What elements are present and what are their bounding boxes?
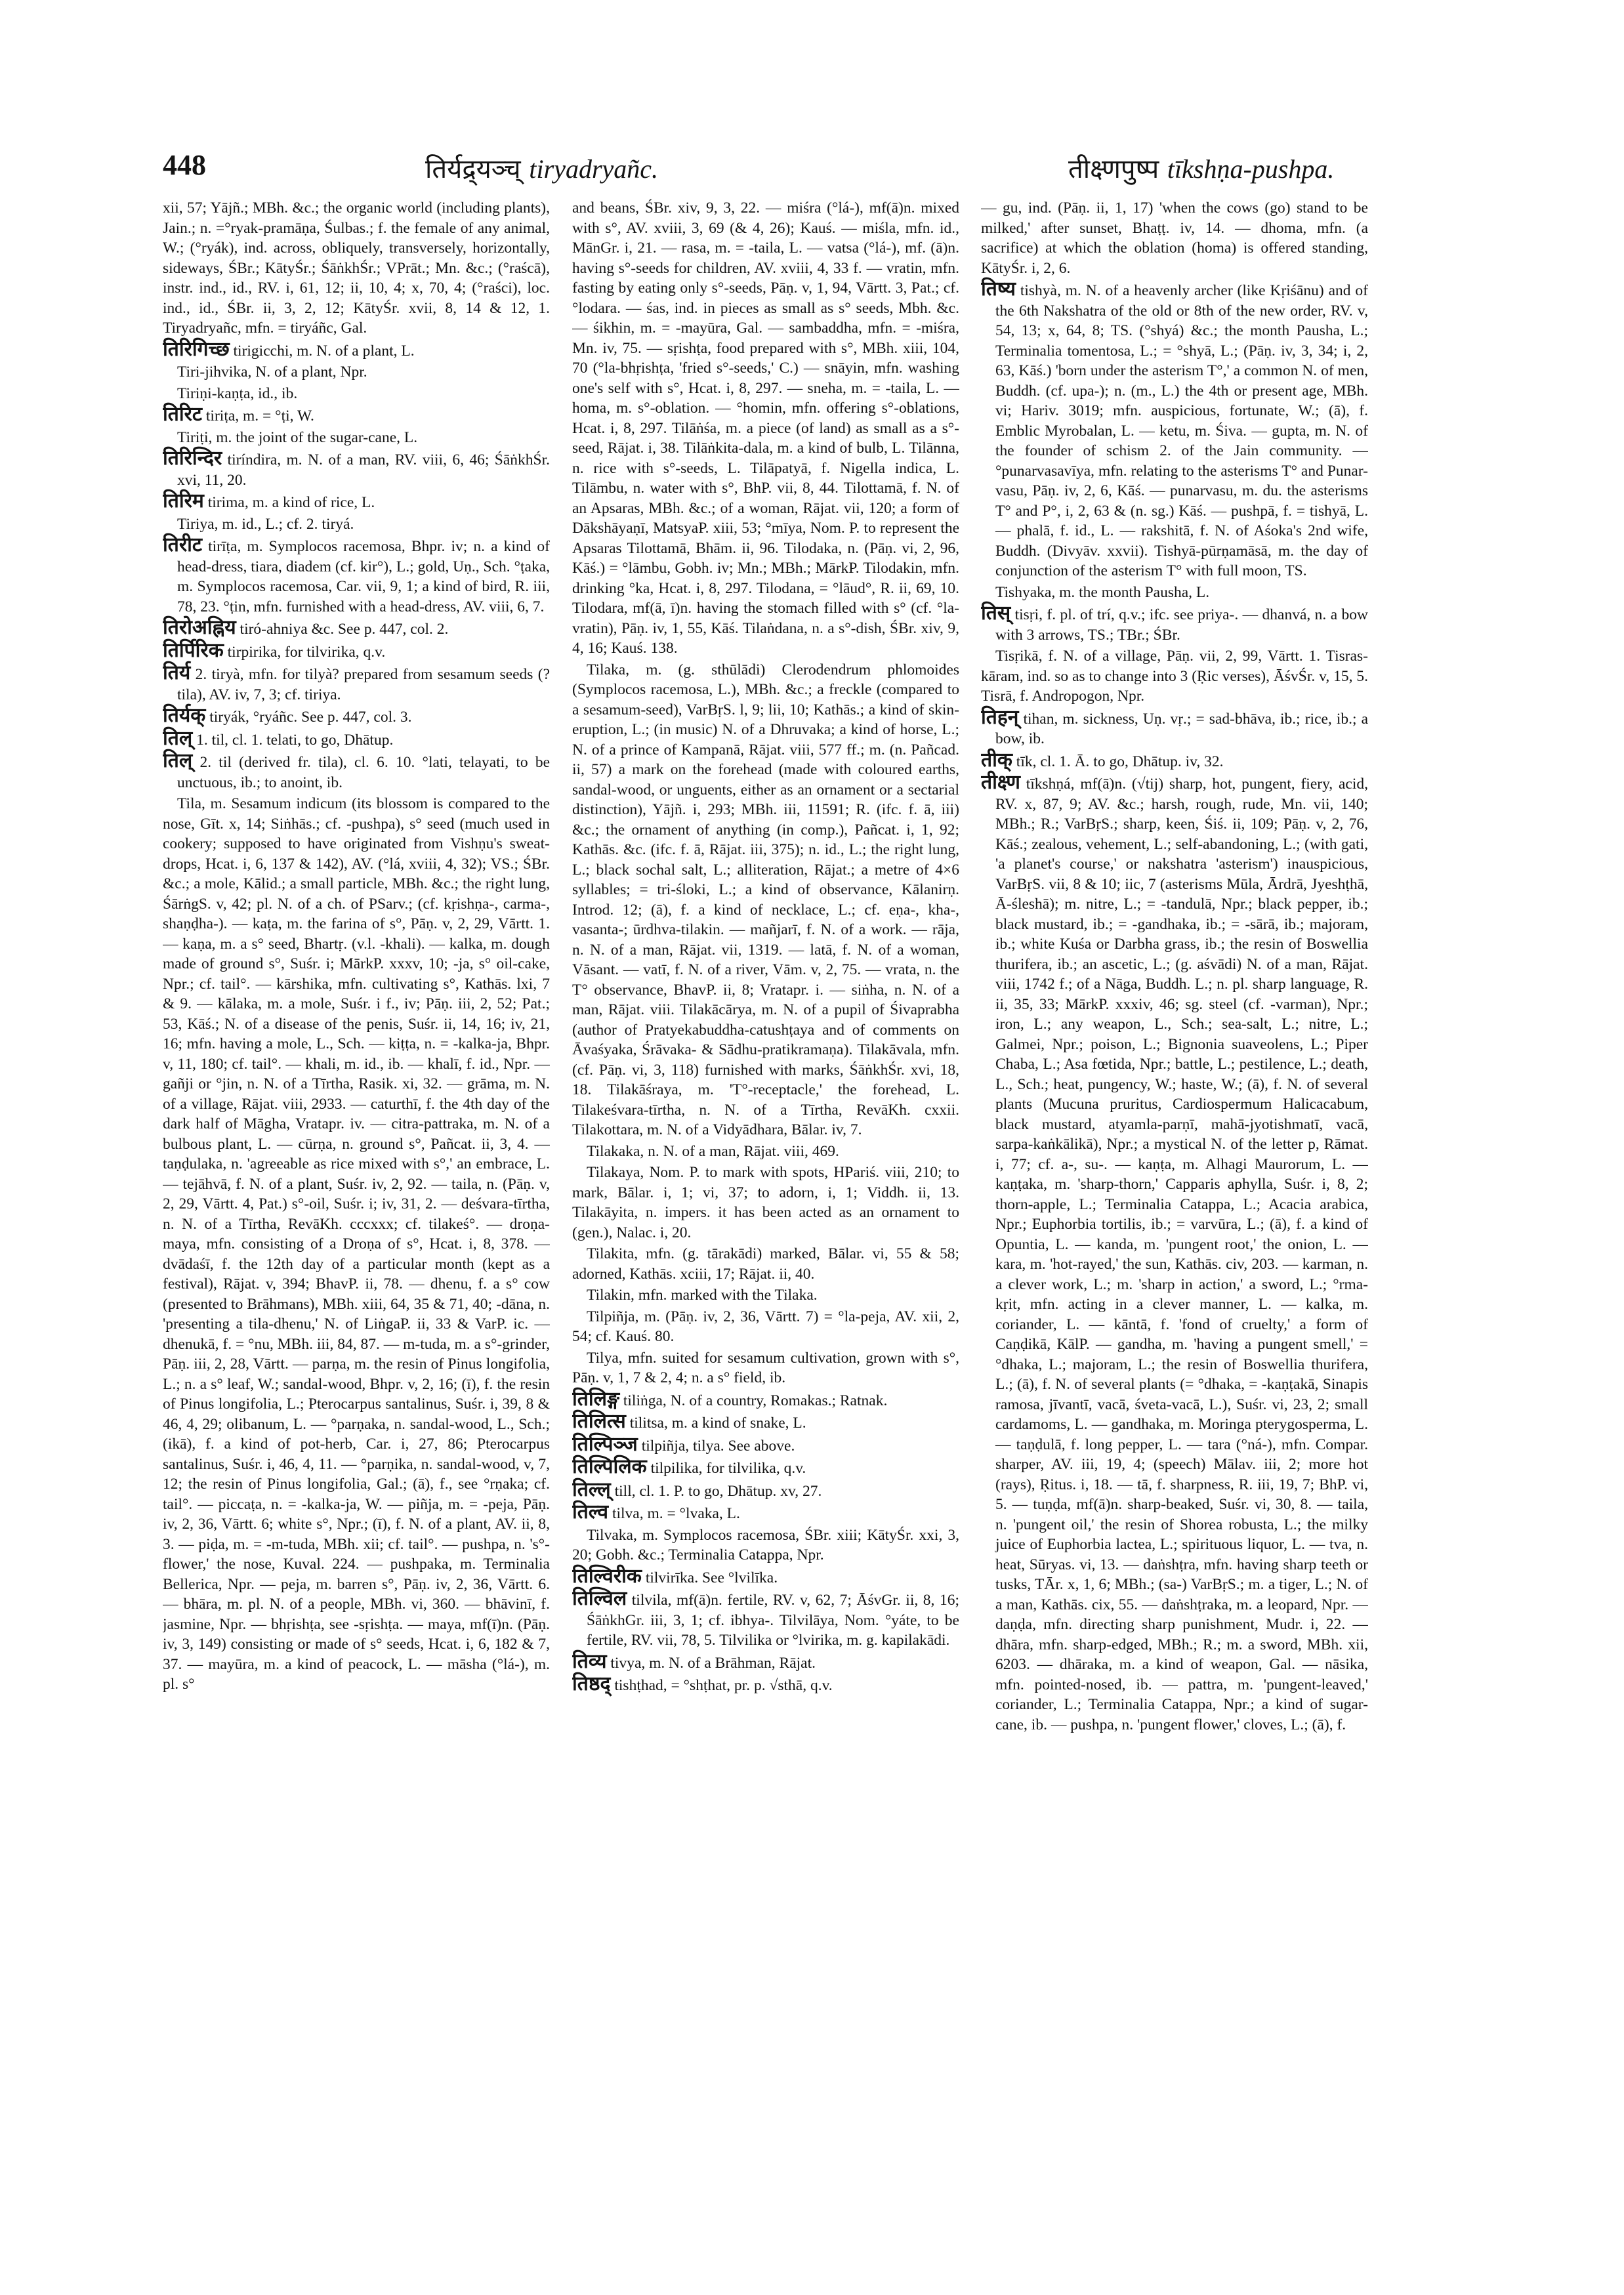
entry-text: tilpilika, for tilvilika, q.v. — [650, 1460, 806, 1477]
dictionary-entry — [572, 1480, 959, 1502]
dictionary-entry — [163, 726, 550, 751]
dictionary-subentry — [572, 1307, 959, 1347]
dictionary-entry — [981, 773, 1368, 1735]
entry-text: tiliṅga, N. of a country, Romakas.; Ratnak. — [623, 1392, 888, 1409]
dictionary-subentry — [981, 583, 1368, 603]
entry-headword-devanagari: तिष्ठद् — [572, 1672, 611, 1695]
entry-text: tiró-ahniya &c. See p. 447, col. 2. — [239, 621, 449, 638]
entry-text: Tilya, mfn. suited for sesamum cultivation, grown with s°, Pāṇ. v, 1, 7 & 2, 4; n. a s° field, ib. — [572, 1349, 959, 1386]
entry-text: tishṭhad, = °shṭhat, pr. p. √sthā, q.v. — [614, 1677, 833, 1694]
dictionary-entry — [981, 705, 1368, 749]
entry-text: tiriṭa, m. = °ṭi, W. — [205, 407, 314, 424]
dictionary-entry — [572, 1412, 959, 1434]
entry-text: and beans, ŚBr. xiv, 9, 3, 22. — miśra (°lá-), mf(ā)n. mixed with s°, AV. xviii, 3, 69 (& 4, 26); Kauś. — miśla, mfn. id., MānGr. i, 21. — rasa, m. = -taila, L. — vatsa (°lá-), mf. (ā)n. having s°-seeds for children, AV. xviii, 4, 33 f. — vratin, mfn. fasting by eating only s°-seeds, Pāṇ. v, 1, 94, Vārtt. 3, Pat.; cf. °lodara. — śas, ind. in pieces as small as s° seeds, Mbh. &c. — śikhin, m. = -mayūra, Gal. — sambaddha, mfn. = -miśra, Mn. iv, 75. — sṛishṭa, food prepared with s°, MBh. xiii, 104, 70 (°la-bhṛishṭa, 'fried s°-seeds,' C.) — snāyin, mfn. washing one's self with s°, Hcat. i, 8, 297. — sneha, m. = -taila, L. — homa, m. s°-oblation. — °homin, mfn. offering s°-oblations, Hcat. i, 8, 297. Tilāṅśa, m. a piece (of land) as small as a s°-seed, Rājat. i, 38. Tilāṅkita-dala, m. a kind of bulb, L. Tilānna, n. rice with s°-seeds, L. Tilāpatyā, f. Nigella indica, L. Tilāmbu, n. water with s°, BhP. vii, 8, 44. Tilottamā, f. N. of an Apsaras, MBh. &c.; of a woman, Rājat. vii, 120; a form of Dākshāyaṇī, MatsyaP. xiii, 53; °mīya, Nom. P. to represent the Apsaras Tilottamā, Bhām. ii, 96. Tilodaka, n. (Pāṇ. vi, 2, 96, Kāś.) = °lāmbu, Gobh. iv; Mn.; MBh.; MārkP. Tilodakin, mfn. drinking °ka, Hcat. i, 8, 297. Tilodana, = °lāud°, R. ii, 69, 10. Tilodara, mf(ā, ī)n. having the stomach filled with s° (cf. °la-vratin), Pāṇ. iv, 1, 55, Kāś. Tilaṅdana, n. a s°-dish, ŚBr. xiv, 9, 4, 16; Kauś. 138. — [572, 199, 959, 657]
right-head-roman: tīkshṇa-pushpa. — [1167, 154, 1335, 184]
entry-headword-devanagari: तिल्ल् — [572, 1478, 611, 1501]
entry-text: Tiriya, m. id., L.; cf. 2. tiryá. — [177, 515, 354, 533]
dictionary-entry — [981, 279, 1368, 581]
entry-headword-devanagari: तिर्पिरिक — [163, 638, 224, 662]
entry-headword-devanagari: तिल्विरीक — [572, 1564, 642, 1588]
entry-text: — gu, ind. (Pāṇ. ii, 1, 17) 'when the cows (go) stand to be milked,' after sunset, Bhaṭṭ. iv, 14. — dhoma, mfn. (a sacrifice) at which the oblation (homa) is offered standing, KātyŚr. i, 2, 6. — [981, 199, 1368, 277]
entry-text: tishyà, m. N. of a heavenly archer (like Kṛiśānu) and of the 6th Nakshatra of the old or 8th of the new order, RV. v, 54, 13; x, 64, 8; TS. (°shyá) &c.; the month Pausha, L.; Terminalia tomentosa, L.; = °shyā, L.; (Pāṇ. iv, 3, 34; i, 2, 63, Kāś.) 'born under the asterism T°,' a common N. of men, Buddh. (cf. upa-); n. (m., L.) the 4th or present age, MBh. vi; Hariv. 3019; mfn. auspicious, fortunate, W.; (ā), f. Emblic Myrobalan, L. — ketu, m. Śiva. — gupta, m. N. of the founder of schism 2. of the Jain community. — °punarvasavīya, mfn. relating to the asterisms T° and Punar-vasu, Pāṇ. iv, 2, 6, Kāś. — punarvasu, m. du. the asterisms T° and P°, i, 2, 63 & (n. sg.) Kāś. — pushpā, f. = tishyā, L. — phalā, f. id., L. — rakshitā, f. N. of Aśoka's 2nd wife, Buddh. (Divyāv. xxvii). Tishyā-pūrṇamāsā, m. the day of conjunction of the asterism T° with full moon, TS. — [995, 282, 1368, 579]
entry-text: Tilakita, mfn. (g. tārakādi) marked, Bālar. vi, 55 & 58; adorned, Kathās. xciii, 17; Rājat. ii, 40. — [572, 1245, 959, 1283]
dictionary-entry — [163, 535, 550, 617]
dictionary-subentry — [163, 794, 550, 1695]
entry-text: Tiriṇi-kaṇṭa, id., ib. — [177, 384, 298, 402]
dictionary-column-3 — [981, 198, 1368, 2252]
dictionary-entry — [572, 1649, 959, 1674]
entry-headword-devanagari: तिरिन्दिर — [163, 447, 222, 470]
dictionary-entry — [572, 1432, 959, 1457]
entry-text: tilpiñja, tilya. See above. — [641, 1437, 795, 1455]
entry-headword-devanagari: तिरीट — [163, 533, 203, 556]
page-number: 448 — [163, 149, 206, 181]
dictionary-subentry — [572, 1348, 959, 1388]
dictionary-entry — [163, 618, 550, 640]
right-running-head — [1068, 150, 1334, 186]
entry-headword-devanagari: तिर्यक् — [163, 704, 206, 727]
entry-text: Tilaka, m. (g. sthūlādi) Clerodendrum phlomoides (Symplocos racemosa, L.), MBh. &c.; a freckle (compared to a sesamum-seed), VarBṛS. l, 9; lii, 10; Kathās.; a kind of skin-eruption, L.; (in music) N. of a Dhruvaka; a kind of horse, L.; N. of a prince of Kampanā, Rājat. viii, 577 ff.; m. (n. Pañcad. ii, 57) a mark on the forehead (made with coloured earths, sandal-wood, or unguents, either as an ornament or a sectarial distinction), Yājñ. i, 293; MBh. iii, 11591; R. (ifc. f. ā, iii) &c.; the ornament of anything (in comp.), Pañcat. i, 1, 92; Kathās. &c. (ifc. f. ā, Rājat. iii, 375); n. id., L.; the right lung, L.; black sochal salt, L.; alliteration, Rājat.; a metre of 4×6 syllables; = tri-śloki, L.; a kind of observance, Kālanirṇ. Introd. 12; (ā), f. a kind of necklace, L.; cf. eṇa-, kha-, vasanta-; ūrdhva-tilakin. — mañjarī, f. N. of a work. — rāja, n. N. of a man, Rājat. vii, 1319. — latā, f. N. of a woman, Vāsant. — vatī, f. N. of a river, Vām. v, 2, 75. — vrata, n. the T° observance, BhavP. ii, 8; Vratapr. i. — siṅha, n. N. of a man, Rājat. viii. Tilakācārya, m. N. of a pupil of Śivaprabha (author of Pratyekabuddha-catushṭaya and of comments on Āvaśyaka, Śrāvaka- & Sādhu-pratikramaṇa). Tilakāvala, mfn. (cf. Pāṇ. vi, 3, 118) furnished with marks, ŚāṅkhŚr. xvi, 18, 18. Tilakāśraya, m. 'T°-receptacle,' the forehead, L. Tilakeśvara-tīrtha, n. N. of a Tīrtha, RevāKh. cxxii. Tilakottara, m. N. of a Vidyādhara, Bālar. iv, 7. — [572, 661, 959, 1138]
dictionary-entry — [163, 337, 550, 362]
dictionary-subentry — [163, 362, 550, 382]
entry-headword-devanagari: तिरिगिच्छ — [163, 337, 230, 361]
dictionary-entry — [981, 604, 1368, 645]
entry-text: Tisṛikā, f. N. of a village, Pāṇ. vii, 2, 99, Vārtt. 1. Tisras-kāram, ind. so as to change into 3 (Ṛic verses), ĀśvŚr. v, 15, 5. Tisrā, f. Andropogon, Npr. — [981, 648, 1368, 705]
entry-headword-devanagari: तिल्पिलिक — [572, 1455, 647, 1478]
dictionary-subentry — [572, 198, 959, 659]
dictionary-subentry — [572, 1244, 959, 1284]
entry-text: Tiri-jihvika, N. of a plant, Npr. — [177, 363, 367, 381]
entry-headword-devanagari: तिष्य — [981, 278, 1016, 300]
entry-headword-devanagari: तिल्पिञ्ज — [572, 1432, 638, 1456]
entry-text: Tilakin, mfn. marked with the Tilaka. — [587, 1287, 818, 1304]
entry-text: tīkshṇá, mf(ā)n. (√tij) sharp, hot, pungent, fiery, acid, RV. x, 87, 9; AV. &c.; harsh, rough, rude, Mn. vii, 140; MBh.; R.; VarBṛS.; sharp, keen, Śiś. ii, 109; Pāṇ. v, 2, 76, Kāś.; zealous, vehement, L.; self-abandoning, L.; (with gati, 'a planet's course,' or nakshatra 'asterism') inauspicious, VarBṛS. vii, 8 & 10; iic, 7 (asterisms Mūla, Ārdrā, Jyeshṭhā, Ā-śleshā); m. nitre, L.; = -tandulā, Npr.; black pepper, ib.; black mustard, ib.; = -gandhaka, ib.; = -sārā, ib.; majoram, ib.; white Kuśa or Darbha grass, ib.; the resin of Boswellia thurifera, ib.; an ascetic, L.; (g. aśvādi) N. of a man, Rājat. viii, 1742 f.; of a Nāga, Buddh. L.; n. pl. sharp language, R. ii, 35, 33; MārkP. xxxiv, 46; sg. steel (cf. -varman), Npr.; iron, L.; any weapon, L., Sch.; sea-salt, L.; nitre, L.; Galmei, Npr.; poison, L.; Bignonia suaveolens, L.; Piper Chaba, L.; Asa fœtida, Npr.; battle, L.; pestilence, L.; death, L., Sch.; heat, pungency, W.; haste, W.; (ā), f. N. of several plants (Mucuna pruritus, Cardiospermum Halicacabum, black mustard, atyamla-parṇī, mahā-jyotishmatī, vacā, sarpa-kaṅkālikā), Npr.; a mystical N. of the letter p, Rāmat. i, 77; cf. a-, su-. — kaṇṭa, m. Alhagi Maurorum, L. — kaṇṭaka, m. 'sharp-thorn,' Capparis aphylla, Suśr. i, 8, 2; thorn-apple, L.; Terminalia Catappa, L.; Acacia arabica, Npr.; Euphorbia tortilis, ib.; = varvūra, L.; (ā), f. a kind of Opuntia, L. — kanda, m. 'pungent root,' the onion, L. — kara, m. 'hot-rayed,' the sun, Kathās. civ, 203. — karman, n. a clever work, L.; m. 'sharp in action,' a sword, L.; °rma-kṛit, mfn. acting in a clever manner, L. — kalka, m. coriander, L. — kāntā, f. 'fond of cruelty,' a form of Caṇḍikā, KālP. — gandha, m. 'having a pungent smell,' = °dhaka, L.; majoram, L.; the resin of Boswellia thurifera, L.; (ā), f. N. of several plants (= °dhaka, = -kaṇṭakā, Sinapis ramosa, jīvantī, vacā, śveta-vacā, L.), Suśr. vi, 23, 2; small cardamoms, L. — gandhaka, m. Moringa pterygosperma, L. — taṇḍulā, f. long pepper, L. — tara (°ná-), mfn. Compar. sharper, AV. iii, 19, 4; (speech) Mālav. iii, 2; more hot (rays), Ṛitus. i, 18. — tā, f. sharpness, R. iii, 19, 7; BhP. vi, 5. — tuṇḍa, mf(ā)n. sharp-beaked, Suśr. vi, 30, 8. — taila, n. 'pungent oil,' the resin of Shorea robusta, L.; the milky juice of Euphorbia lactea, L.; spirituous liquor, L. — tva, n. heat, Sūryas. vi, 13. — daṅshṭra, mfn. having sharp teeth or tusks, TĀr. x, 1, 6; MBh.; (sa-) VarBṛS.; m. a tiger, L.; N. of a man, Kathās. cix, 55. — daṅshṭraka, m. a leopard, Npr. — daṇḍa, mfn. directing sharp punishment, Mudr. i, 22. — dhāra, mfn. sharp-edged, MBh.; R.; m. a sword, MBh. xii, 6203. — dhāraka, m. a kind of weapon, Gal. — nāsika, mfn. pointed-nosed, ib. — pattra, m. 'pungent-leaved,' coriander, L.; Terminalia Catappa, Npr.; a kind of sugar-cane, ib. — pushpa, n. 'pungent flower,' cloves, L.; (ā), f. — [995, 775, 1368, 1733]
dictionary-entry — [163, 638, 550, 663]
dictionary-entry — [163, 663, 550, 705]
dictionary-entry — [572, 1502, 959, 1524]
dictionary-subentry — [981, 198, 1368, 278]
entry-text: tilvila, mf(ā)n. fertile, RV. v, 62, 7; ĀśvGr. ii, 8, 16; ŚāṅkhGr. iii, 3, 1; cf. ibhya-. Tilvilāya, Nom. °yáte, to be fertile, RV. vii, 78, 5. Tilvilika or °lvirika, m. g. kapilakādi. — [587, 1592, 959, 1649]
dictionary-entry — [572, 1674, 959, 1696]
dictionary-subentry — [163, 384, 550, 404]
dictionary-entry — [163, 405, 550, 426]
dictionary-entry — [163, 491, 550, 513]
entry-headword-devanagari: तिरोअह्निय — [163, 616, 236, 639]
entry-text: tirpirika, for tilvirika, q.v. — [227, 643, 386, 661]
dictionary-subentry — [981, 646, 1368, 707]
entry-text: Tilakaka, n. N. of a man, Rājat. viii, 469. — [587, 1142, 839, 1160]
dictionary-entry — [163, 449, 550, 490]
entry-headword-devanagari: तिल्विल — [572, 1587, 627, 1610]
dictionary-subentry — [163, 514, 550, 535]
dictionary-column-1 — [163, 198, 550, 2252]
dictionary-entry — [163, 706, 550, 728]
entry-headword-devanagari: तिर्य — [163, 661, 191, 684]
dictionary-subentry — [163, 198, 550, 339]
entry-text: 2. til (derived fr. tila), cl. 6. 10. °lati, telayati, to be unctuous, ib.; to anoint, ib. — [177, 754, 550, 791]
entry-text: xii, 57; Yājñ.; MBh. &c.; the organic world (including plants), Jain.; n. =°ryak-pramāṇa, Śulbas.; f. the female of any animal, W.; (°ryák), ind. across, obliquely, transversely, horizontally, sideways, ŚBr.; KātyŚr.; ŚāṅkhŚr.; VPrāt.; Mn. &c.; (°raścā), instr. ind., id., RV. i, 61, 12; ii, 10, 4; x, 70, 4; (°raści), loc. ind., id., ŚBr. ii, 3, 2, 12; KātyŚr. xvii, 8, 14 & 12, 1. Tiryadryañc, mfn. = tiryáñc, Gal. — [163, 199, 550, 337]
entry-headword-devanagari: तीक् — [981, 748, 1012, 772]
dictionary-entry — [572, 1564, 959, 1588]
left-running-head — [425, 150, 658, 186]
entry-text: tilvirīka. See °lvilīka. — [645, 1569, 778, 1586]
dictionary-subentry — [572, 660, 959, 1140]
dictionary-subentry — [572, 1142, 959, 1162]
dictionary-entry — [572, 1589, 959, 1651]
entry-headword-devanagari: तिलित्स — [572, 1410, 626, 1433]
left-head-roman: tiryadryañc. — [529, 154, 659, 184]
entry-text: tihan, m. sickness, Uṇ. vṛ.; = sad-bhāva, ib.; rice, ib.; a bow, ib. — [995, 710, 1368, 747]
entry-text: 2. tiryà, mfn. for tilyà? prepared from sesamum seeds (? tila), AV. iv, 7, 3; cf. tiriya. — [177, 666, 550, 703]
entry-text: tirīṭa, m. Symplocos racemosa, Bhpr. iv; n. a kind of head-dress, tiara, diadem (cf. kir°), L.; gold, Uṇ., Sch. °ṭaka, m. Symplocos racemosa, Car. vii, 9, 1; a kind of bird, R. iii, 78, 23. °ṭin, mfn. furnished with a head-dress, AV. viii, 6, 7. — [177, 538, 550, 615]
entry-headword-devanagari: तिस् — [981, 602, 1011, 625]
entry-text: Tilvaka, m. Symplocos racemosa, ŚBr. xiii; KātyŚr. xxi, 3, 20; Gobh. &c.; Terminalia Catappa, Npr. — [572, 1526, 959, 1563]
entry-text: Tiriṭi, m. the joint of the sugar-cane, L. — [177, 428, 418, 446]
entry-text: Tilakaya, Nom. P. to mark with spots, HPariś. viii, 210; to mark, Bālar. i, 1; vi, 37; to adorn, i, 1; Viddh. ii, 13. Tilakāyita, n. impers. it has been acted as an ornament to (gen.), Nalac. i, 20. — [572, 1164, 959, 1241]
dictionary-subentry — [572, 1285, 959, 1306]
left-head-devanagari: तिर्यद्र्यञ्च् — [425, 154, 521, 184]
dictionary-subentry — [572, 1525, 959, 1565]
entry-text: tirigicchi, m. N. of a plant, L. — [233, 342, 415, 360]
entry-headword-devanagari: तिरिट — [163, 403, 203, 426]
dictionary-entry — [572, 1387, 959, 1411]
entry-headword-devanagari: तिलिङ्ग — [572, 1387, 619, 1411]
entry-text: tirima, m. a kind of rice, L. — [207, 494, 375, 511]
entry-text: Tishyaka, m. the month Pausha, L. — [995, 583, 1210, 601]
dictionary-column-2 — [572, 198, 959, 2252]
dictionary-subentry — [163, 428, 550, 448]
entry-text: Tila, m. Sesamum indicum (its blossom is compared to the nose, Gīt. x, 14; Siṅhās.; cf. -pushpa), s° seed (much used in cookery; supposed to have originated from Vishṇu's sweat-drops, Hcat. i, 6, 137 & 142), AV. (°lá, xviii, 4, 32); VS.; ŚBr. &c.; a mole, Kālid.; a small particle, MBh. &c.; the right lung, ŚārṅgS. v, 42; pl. N. of a ch. of PSarv.; (cf. kṛishṇa-, carma-, shaṇḍha-). — kaṭa, m. the farina of s°, Pāṇ. v, 2, 29, Vārtt. 1. — kaṇa, m. a s° seed, Bhartṛ. (v.l. -khali). — kalka, m. dough made of ground s°, Suśr. i; MārkP. xxxv, 10; -ja, s° oil-cake, Npr.; cf. tail°. — kārshika, mfn. cultivating s°, Kathās. lxi, 7 & 9. — kālaka, m. a mole, Suśr. i f., iv; Pāṇ. iii, 2, 52; Pat.; 53, Kāś.; N. of a disease of the penis, Suśr. ii, 14, 16; iv, 21, 16; mfn. having a mole, L., Sch. — kiṭṭa, n. = -kalka-ja, Bhpr. v, 11, 180; cf. tail°. — khali, m. id., ib. — khalī, f. id., Npr. — gañji or °jin, n. N. of a Tīrtha, Rasik. xi, 32. — grāma, m. N. of a village, Rājat. viii, 2933. — caturthī, f. the 4th day of the dark half of Māgha, Vratapr. iv. — citra-pattraka, m. N. of a bulbous plant, L. — cūrṇa, n. ground s°, Pañcat. ii, 3, 4. — taṇḍulaka, n. 'agreeable as rice mixed with s°,' an embrace, L. — tejāhvā, f. N. of a plant, Suśr. iv, 2, 92. — taila, n. (Pāṇ. v, 2, 29, Vārtt. 4, Pat.) s°-oil, Suśr. i; iv, 31, 2. — deśvara-tīrtha, n. N. of a Tīrtha, RevāKh. cccxxx; cf. tilakeś°. — droṇa-maya, mfn. consisting of a Droṇa of s°, Hcat. i, 8, 378. — dvādaśī, f. the 12th day of a particular month (kept as a festival), Rājat. v, 394; BhavP. ii, 78. — dhenu, f. a s° cow (presented to Brāhmans), MBh. xiii, 64, 35 & 71, 40; -dāna, n. 'presenting a tila-dhenu,' N. of LiṅgaP. ii, 33 & VarP. ic. — dhenukā, f. = °nu, MBh. iii, 84, 87. — m-tuda, m. a s°-grinder, Pāṇ. iii, 2, 28, Vārtt. — parṇa, m. the resin of Pinus longifolia, L.; n. a s° leaf, W.; sandal-wood, Bhpr. v, 2, 16; (ī), f. the resin of Pinus longifolia, L.; Pterocarpus santalinus, Suśr. i, 39, 8 & 46, 4, 29; olibanum, L. — °parṇaka, n. sandal-wood, L., Sch.; (ikā), f. a kind of pot-herb, Car. i, 27, 86; Pterocarpus santalinus, Suśr. i, 46, 4, 11. — °parṇika, n. sandal-wood, v, 7, 12; the resin of Pinus longifolia, Gal.; (ā), f., see °rṇaka; cf. tail°. — piccaṭa, n. = -kalka-ja, W. — piñja, m. = -peja, Pāṇ. iv, 2, 36, Vārtt. 6; white s°, Npr.; (ī), f. N. of a plant, AV. ii, 8, 3. — piḍa, m. = -m-tuda, MBh. xii; cf. tail°. — pushpa, n. 's°-flower,' the nose, Kuval. 224. — pushpaka, m. Terminalia Bellerica, Npr. — peja, m. barren s°, Pāṇ. iv, 2, 36, Vārtt. 6. — bhāra, m. pl. N. of a people, MBh. vi, 360. — bhāvinī, f. jasmine, Npr. — bhṛishṭa, see -sṛishṭa. — maya, mf(ī)n. (Pāṇ. iv, 3, 149) consisting or made of s° seeds, Hcat. i, 6, 182 & 7, 37. — mayūra, m. a kind of peacock, L. — māsha (°lá-), m. pl. s° — [163, 795, 550, 1693]
page-header — [163, 148, 1475, 188]
entry-headword-devanagari: तिल् — [163, 749, 193, 772]
entry-text: Tilpiñja, m. (Pāṇ. iv, 2, 36, Vārtt. 7) = °la-peja, AV. xii, 2, 54; cf. Kauś. 80. — [572, 1308, 959, 1345]
dictionary-entry — [981, 748, 1368, 772]
entry-text: till, cl. 1. P. to go, Dhātup. xv, 27. — [614, 1482, 822, 1500]
entry-headword-devanagari: तीक्ष्ण — [981, 771, 1020, 794]
entry-text: tiríndira, m. N. of a man, RV. viii, 6, 46; ŚāṅkhŚr. xvi, 11, 20. — [177, 451, 550, 489]
entry-text: tivya, m. N. of a Brāhman, Rājat. — [610, 1654, 816, 1672]
entry-text: tilitsa, m. a kind of snake, L. — [629, 1415, 806, 1432]
dictionary-entry — [572, 1457, 959, 1479]
entry-headword-devanagari: तिरिम — [163, 489, 204, 512]
entry-text: tīk, cl. 1. Ā. to go, Dhātup. iv, 32. — [1016, 753, 1224, 770]
entry-text: tilva, m. = °lvaka, L. — [612, 1505, 740, 1522]
right-head-devanagari: तीक्ष्णपुष्प — [1068, 154, 1159, 184]
dictionary-subentry — [572, 1163, 959, 1243]
entry-text: tisṛi, f. pl. of trí, q.v.; ifc. see priya-. — dhanvá, n. a bow with 3 arrows, TS.; TBr.; ŚBr. — [995, 606, 1368, 644]
entry-headword-devanagari: तिल्व — [572, 1500, 609, 1523]
entry-headword-devanagari: तिहन् — [981, 705, 1019, 729]
dictionary-entry — [163, 751, 550, 793]
entry-headword-devanagari: तिल् — [163, 726, 193, 750]
entry-headword-devanagari: तिव्य — [572, 1649, 607, 1673]
entry-text: tiryák, °ryáñc. See p. 447, col. 3. — [209, 709, 412, 726]
entry-text: 1. til, cl. 1. telati, to go, Dhātup. — [196, 731, 394, 749]
